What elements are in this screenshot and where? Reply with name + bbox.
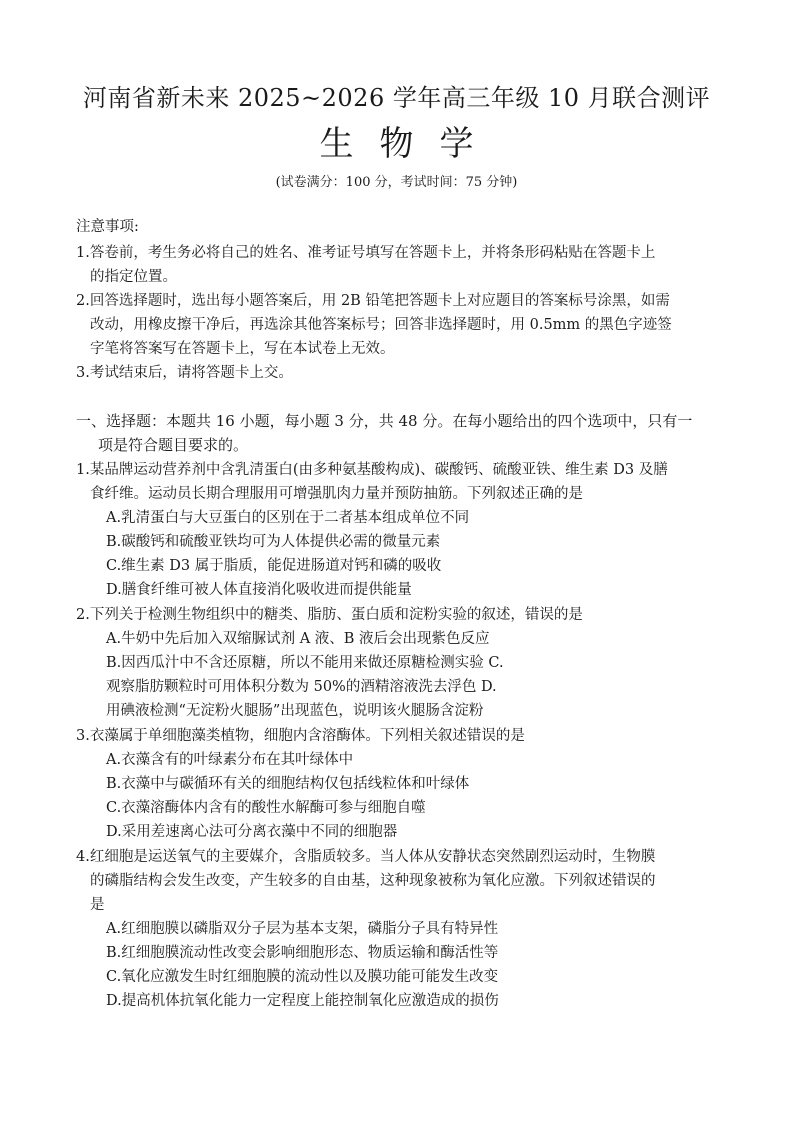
notice-line: 3.考试结束后，请将答题卡上交。	[76, 365, 293, 381]
question-1-stem: 食纤维。运动员长期合理服用可增强肌肉力量并预防抽筋。下列叙述正确的是	[90, 486, 583, 502]
question-1-stem: 1.某品牌运动营养剂中含乳清蛋白(由多种氨基酸构成)、碳酸钙、硫酸亚铁、维生素 D3 及膳	[76, 462, 668, 478]
question-3-option-d: D.采用差速离心法可分离衣藻中不同的细胞器	[106, 824, 398, 840]
question-3-option-b: B.衣藻中与碳循环有关的细胞结构仅包括线粒体和叶绿体	[106, 776, 470, 792]
question-1-option-b: B.碳酸钙和硫酸亚铁均可为人体提供必需的微量元素	[106, 534, 441, 550]
question-1-option-d: D.膳食纤维可被人体直接消化吸收进而提供能量	[106, 582, 412, 598]
question-3-option-c: C.衣藻溶酶体内含有的酸性水解酶可参与细胞自噬	[106, 800, 426, 816]
question-1-option-a: A.乳清蛋白与大豆蛋白的区别在于二者基本组成单位不同	[106, 510, 470, 526]
notice-line: 的指定位置。	[90, 269, 177, 285]
question-4-option-d: D.提高机体抗氧化能力一定程度上能控制氧化应激造成的损伤	[106, 993, 499, 1009]
question-2-option-a: A.牛奶中先后加入双缩脲试剂 A 液、B 液后会出现紫色反应	[106, 631, 490, 647]
exam-title: 河南省新未来 2025~2026 学年高三年级 10 月联合测评	[82, 84, 711, 112]
section-heading: 一、选择题：本题共 16 小题，每小题 3 分，共 48 分。在每小题给出的四个选项中，只有一	[76, 412, 693, 430]
question-4-stem: 是	[90, 897, 105, 913]
question-4-option-a: A.红细胞膜以磷脂双分子层为基本支架，磷脂分子具有特异性	[106, 921, 499, 937]
notice-line: 字笔将答案写在答题卡上，写在本试卷上无效。	[90, 341, 395, 357]
question-4-stem: 的磷脂结构会发生改变，产生较多的自由基，这种现象被称为氧化应激。下列叙述错误的	[90, 873, 656, 889]
question-2-option-c: 观察脂肪颗粒时可用体积分数为 50%的酒精溶液洗去浮色 D.	[106, 679, 497, 695]
question-4-option-b: B.红细胞膜流动性改变会影响细胞形态、物质运输和酶活性等	[106, 945, 499, 961]
question-3-stem: 3.衣藻属于单细胞藻类植物，细胞内含溶酶体。下列相关叙述错误的是	[76, 728, 525, 744]
question-2-stem: 2.下列关于检测生物组织中的糖类、脂肪、蛋白质和淀粉实验的叙述，错误的是	[76, 607, 583, 623]
section-heading-cont: 项是符合题目要求的。	[98, 436, 249, 454]
question-2-option-d: 用碘液检测“无淀粉火腿肠”出现蓝色，说明该火腿肠含淀粉	[106, 703, 484, 719]
notice-line: 2.回答选择题时，选出每小题答案后，用 2B 铅笔把答题卡上对应题目的答案标号涂黑，如需	[76, 293, 670, 309]
question-1-option-c: C.维生素 D3 属于脂质，能促进肠道对钙和磷的吸收	[106, 558, 442, 574]
question-4-option-c: C.氧化应激发生时红细胞膜的流动性以及膜功能可能发生改变	[106, 969, 499, 985]
notice-heading: 注意事项:	[76, 219, 139, 235]
question-2-option-b: B.因西瓜汁中不含还原糖，所以不能用来做还原糖检测实验 C.	[106, 655, 504, 671]
exam-info: (试卷满分：100 分，考试时间：75 分钟)	[275, 175, 518, 190]
subject-title: 生物学	[319, 124, 500, 164]
question-4-stem: 4.红细胞是运送氧气的主要媒介，含脂质较多。当人体从安静状态突然剧烈运动时，生物膜	[76, 849, 656, 865]
notice-line: 1.答卷前，考生务必将自己的姓名、准考证号填写在答题卡上，并将条形码粘贴在答题卡上	[76, 245, 656, 261]
notice-line: 改动，用橡皮擦干净后，再选涂其他答案标号；回答非选择题时，用 0.5mm 的黑色字迹签	[90, 317, 672, 333]
question-3-option-a: A.衣藻含有的叶绿素分布在其叶绿体中	[106, 752, 354, 768]
